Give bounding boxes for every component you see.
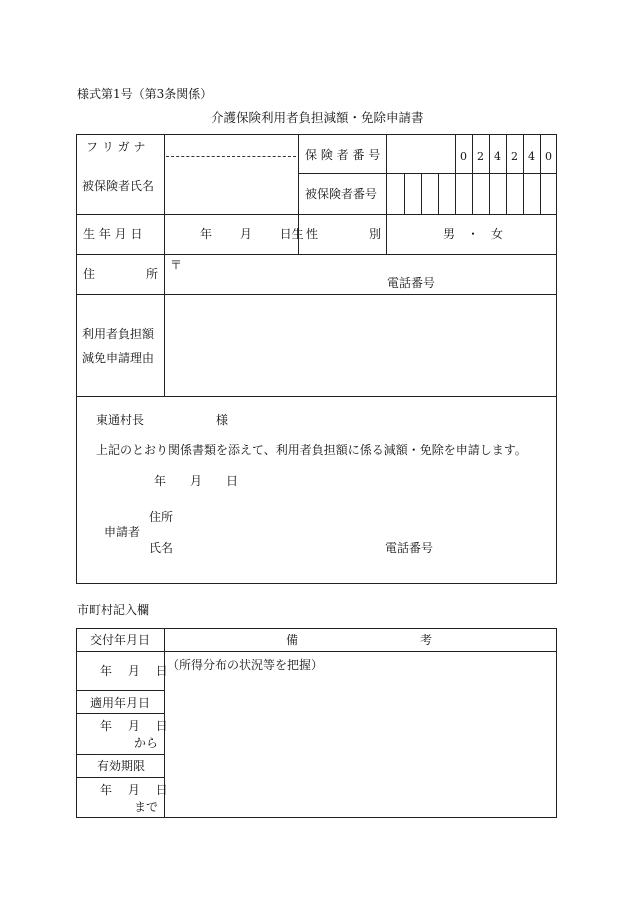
remarks-label: 備 [286, 633, 299, 647]
gender-value[interactable]: 男 ・ 女 [443, 227, 504, 241]
declaration-statement: 上記のとおり関係書類を添えて、利用者負担額に係る減額・免除を申請します。 [96, 443, 527, 457]
insured-number-field[interactable] [387, 174, 556, 214]
reason-label: 利用者負担額 [82, 327, 155, 341]
insurer-digit: 0 [545, 150, 552, 163]
address-label-2: 所 [146, 267, 159, 281]
applicant-address-label: 住所 [149, 510, 174, 524]
date-year: 年 [154, 474, 167, 488]
form-title: 介護保険利用者負担減額・免除申請書 [211, 110, 424, 125]
insurer-digit: 4 [528, 150, 535, 163]
birthdate-label: 生 年 月 日 [83, 227, 143, 241]
phone-label: 電話番号 [387, 276, 436, 290]
gender-label-2: 別 [369, 227, 382, 241]
issue-date-label: 交付年月日 [90, 633, 151, 647]
furigana-dashed-line [166, 156, 296, 157]
insurer-number-label: 保 険 者 番 号 [305, 148, 381, 162]
apply-date-label: 適用年月日 [90, 696, 151, 710]
date-day: 日 [226, 474, 239, 488]
insurer-digit: 2 [477, 150, 484, 163]
reason-label-2: 減免申請理由 [82, 351, 155, 365]
validity-value[interactable]: 年 月 日 [100, 783, 168, 797]
insured-name-field[interactable] [165, 160, 298, 214]
furigana-label: フ リ ガ ナ [86, 140, 146, 154]
addressee: 東通村長 [96, 413, 145, 427]
remarks-field[interactable] [166, 676, 554, 814]
reason-field[interactable] [166, 296, 554, 394]
insurer-digit: 0 [460, 150, 467, 163]
insured-name-label: 被保険者氏名 [82, 179, 155, 193]
addressee-honorific: 様 [216, 413, 229, 427]
form-number: 様式第1号（第3条関係） [77, 87, 213, 101]
address-label: 住 [83, 267, 96, 281]
insured-number-label: 被保険者番号 [305, 187, 378, 201]
birthdate-value[interactable]: 年 月 日生 [200, 227, 304, 241]
address-field[interactable] [184, 256, 554, 292]
applicant-phone-label: 電話番号 [385, 541, 434, 555]
applicant-label: 申請者 [104, 525, 141, 539]
remarks-label-2: 考 [420, 633, 433, 647]
validity-until: まで [134, 800, 159, 814]
insurer-digit: 2 [511, 150, 518, 163]
date-month: 月 [190, 474, 203, 488]
applicant-name-label: 氏名 [149, 541, 174, 555]
issue-date-value[interactable]: 年 月 日 [100, 664, 168, 678]
postal-mark: 〒 [170, 258, 183, 272]
remarks-note: （所得分布の状況等を把握） [167, 658, 324, 672]
validity-label: 有効期限 [97, 759, 146, 773]
gender-label: 性 [306, 227, 319, 241]
municipal-heading: 市町村記入欄 [77, 603, 150, 617]
apply-date-from: から [134, 736, 159, 750]
insurer-digit: 4 [494, 150, 501, 163]
apply-date-value[interactable]: 年 月 日 [100, 719, 168, 733]
